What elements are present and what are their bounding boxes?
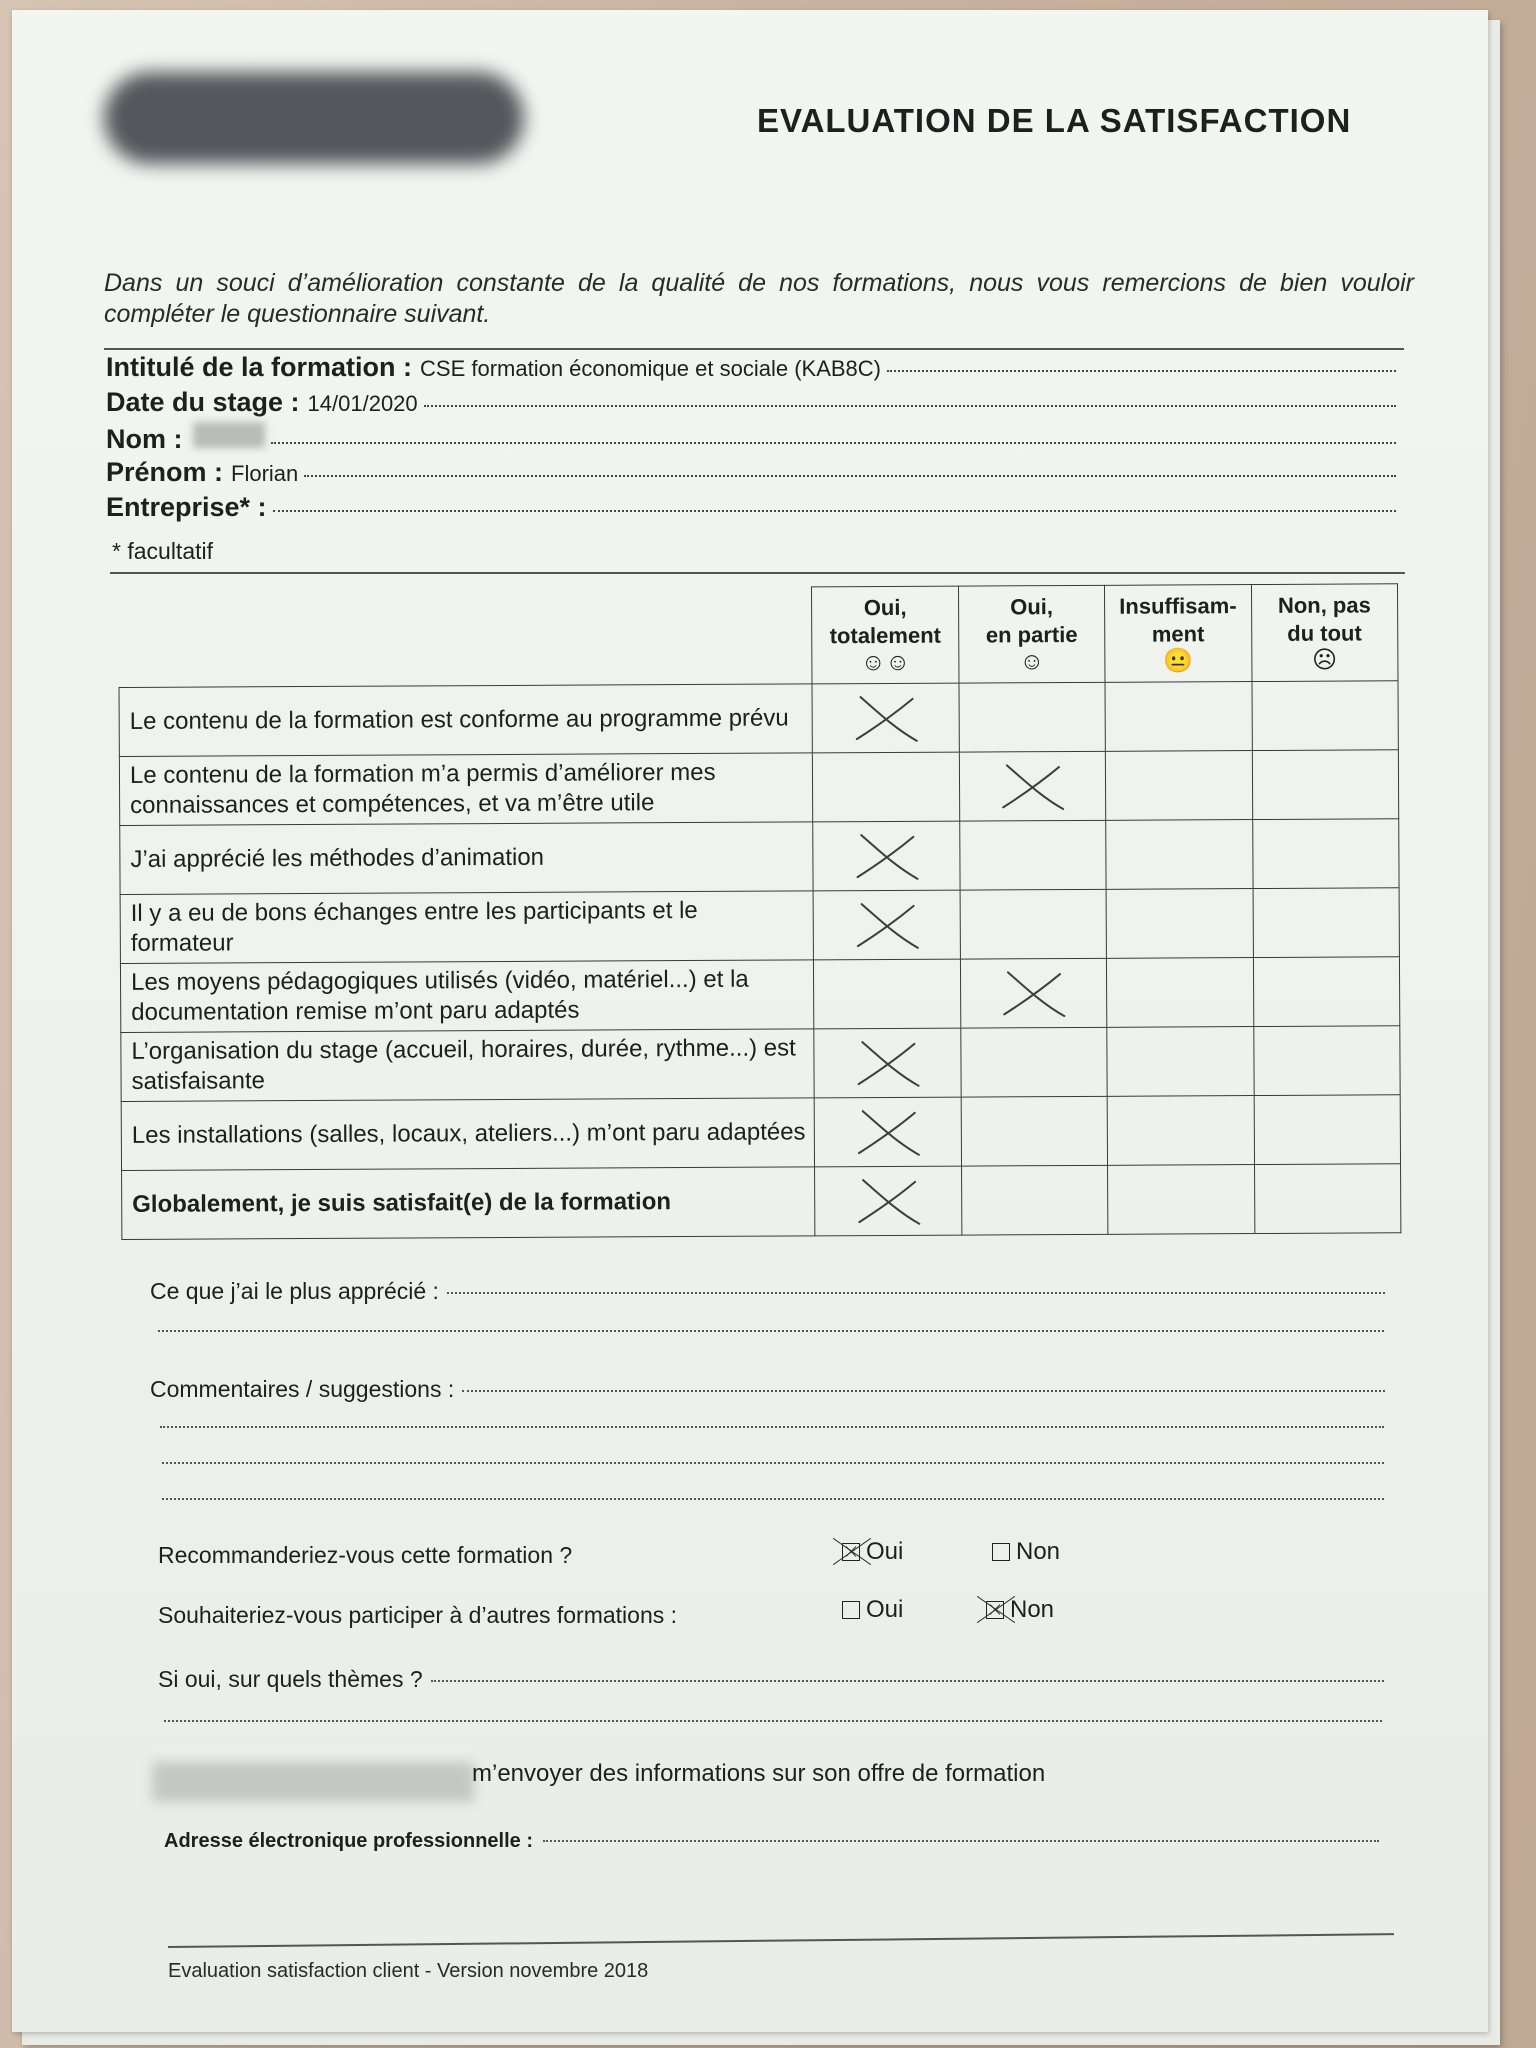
answer-cell-1[interactable] [959,751,1106,821]
date-field[interactable] [106,387,1396,418]
answer-cell-0[interactable] [813,821,960,891]
column-header-line2: totalement [829,622,942,649]
question-cell: L’organisation du stage (accueil, horaires, durée, rythme...) est satisfaisante [121,1029,815,1102]
entreprise-label: Entreprise* : [106,492,267,522]
answer-cell-0[interactable] [813,890,960,960]
column-header-line1: Oui, [863,594,907,621]
evaluation-form [12,10,1488,2032]
question-cell: Le contenu de la formation est conforme au programme prévu [119,684,813,757]
entreprise-dotted-line [273,510,1396,512]
handwritten-x-mark [841,827,931,885]
neutral-face-icon: 😐 [1163,647,1194,675]
column-header-line2: ment [1151,621,1205,647]
column-header-1 [958,585,1105,683]
handwritten-x-mark [843,1103,933,1161]
column-header-2 [1105,585,1252,683]
table-row [119,750,1398,826]
footer-divider [168,1933,1394,1948]
formation-dotted-line [887,370,1396,372]
prenom-label: Prénom : [106,457,224,487]
handwritten-x-mark [988,964,1078,1022]
double-smiley-icon: ☺☺ [860,648,911,677]
nom-dotted-line [271,442,1397,444]
answer-cell-3[interactable] [1254,1164,1401,1234]
answer-cell-0[interactable] [814,959,961,1029]
column-header-3 [1251,584,1398,682]
themes-dotted-line [431,1680,1384,1682]
other-oui-option[interactable] [842,1596,903,1624]
suggestions-extra-line-3[interactable] [162,1498,1384,1500]
column-header-line1: Oui, [1010,594,1054,620]
question-cell: Les moyens pédagogiques utilisés (vidéo, matériel...) et la documentation remise m’ont paru adaptés [120,960,814,1033]
handwritten-x-mark [842,1034,932,1092]
formation-value: CSE formation économique et sociale (KAB8C) [420,356,882,381]
answer-cell-1[interactable] [960,958,1107,1028]
question-cell: Il y a eu de bons échanges entre les participants et le formateur [120,891,814,964]
formation-label: Intitulé de la formation : [106,352,413,382]
nom-field[interactable] [106,422,1396,455]
recommend-oui-label: Oui [866,1538,904,1565]
question-cell: Globalement, je suis satisfait(e) de la formation [122,1167,816,1240]
table-row [120,888,1399,964]
column-header-0 [812,586,959,684]
column-header-line2: du tout [1287,620,1362,646]
answer-cell-0[interactable] [813,752,960,822]
other-trainings-question: Souhaiteriez-vous participer à d’autres formations : [158,1602,678,1628]
appreciated-extra-line[interactable] [158,1330,1384,1332]
answer-cell-0[interactable] [815,1097,962,1167]
other-oui-label: Oui [866,1596,904,1623]
themes-label: Si oui, sur quels thèmes ? [158,1666,423,1692]
suggestions-extra-line-1[interactable] [160,1426,1384,1428]
suggestions-dotted-line [462,1390,1385,1392]
formation-field[interactable] [106,352,1396,383]
themes-field[interactable] [158,1666,1384,1693]
table-corner [119,587,813,688]
recommend-non-checkbox[interactable] [992,1543,1010,1561]
sad-face-icon: ☹ [1312,646,1338,674]
answer-cell-1[interactable] [959,820,1106,890]
info-consent-text: m’envoyer des informations sur son offre de formation [472,1760,1046,1787]
answer-cell-0[interactable] [814,1028,961,1098]
table-row [121,1026,1400,1102]
handwritten-x-mark [843,1172,933,1230]
email-dotted-line [543,1840,1379,1842]
recommend-oui-option[interactable] [842,1538,903,1566]
answer-cell-3[interactable] [1253,957,1400,1027]
answer-cell-3[interactable] [1252,750,1399,820]
answer-cell-3[interactable] [1252,819,1399,889]
other-non-label: Non [1010,1596,1055,1623]
appreciated-label: Ce que j’ai le plus apprécié : [150,1278,439,1304]
email-label: Adresse électronique professionnelle : [164,1830,533,1852]
question-cell: Les installations (salles, locaux, ateliers...) m’ont paru adaptées [121,1098,815,1171]
appreciated-field[interactable] [150,1278,1385,1305]
other-non-option[interactable] [986,1596,1054,1624]
answer-cell-0[interactable] [812,683,959,753]
answer-cell-3[interactable] [1252,681,1399,751]
recommend-non-option[interactable] [992,1538,1060,1566]
answer-cell-1[interactable] [961,1165,1108,1235]
recommend-question: Recommanderiez-vous cette formation ? [158,1542,573,1568]
prenom-value: Florian [231,461,299,486]
table-row [122,1164,1401,1240]
answer-cell-1[interactable] [961,1096,1108,1166]
prenom-field[interactable] [106,457,1396,488]
handwritten-x-mark [842,896,932,954]
answer-cell-1[interactable] [960,889,1107,959]
form-title: EVALUATION DE LA SATISFACTION [757,102,1352,139]
suggestions-label: Commentaires / suggestions : [150,1376,455,1402]
answer-cell-2[interactable] [1108,1165,1255,1235]
satisfaction-table [118,583,1401,1240]
email-field[interactable] [164,1830,1379,1853]
table-row [121,1095,1400,1171]
table-row [119,681,1398,757]
handwritten-x-mark [841,689,931,747]
answer-cell-2[interactable] [1107,958,1254,1028]
answer-cell-1[interactable] [959,682,1106,752]
smiley-icon: ☺ [1019,648,1045,676]
blurred-company-name [152,1762,474,1802]
answer-cell-2[interactable] [1107,1027,1254,1097]
answer-cell-0[interactable] [815,1166,962,1236]
table-header-row [119,584,1398,688]
question-cell: Le contenu de la formation m’a permis d’améliorer mes connaissances et compétences, et va m’être utile [119,753,813,826]
column-header-line1: Insuffisam- [1119,593,1237,619]
divider-bottom [110,572,1405,574]
divider-top [104,348,1404,350]
facultatif-note: * facultatif [112,538,213,564]
footer-text: Evaluation satisfaction client - Version novembre 2018 [168,1960,649,1982]
answer-cell-2[interactable] [1107,1096,1254,1166]
suggestions-field[interactable] [150,1376,1385,1403]
answer-cell-2[interactable] [1106,751,1253,821]
intro-text: Dans un souci d’amélioration constante de la qualité de nos formations, nous vous remercions de bien vouloir compléter le questionnaire suivant. [104,269,1414,328]
answer-cell-3[interactable] [1253,888,1400,958]
nom-label: Nom : [106,424,183,454]
table-row [120,819,1399,895]
answer-cell-1[interactable] [961,1027,1108,1097]
answer-cell-2[interactable] [1106,820,1253,890]
answer-cell-3[interactable] [1254,1095,1401,1165]
column-header-line1: Non, pas [1277,592,1371,618]
blurred-surname [193,422,265,448]
date-label: Date du stage : [106,387,300,417]
recommend-oui-checkbox[interactable] [842,1543,860,1561]
date-value: 14/01/2020 [307,391,418,416]
question-cell: J’ai apprécié les méthodes d’animation [120,822,814,895]
column-header-line2: en partie [985,621,1078,648]
suggestions-extra-line-2[interactable] [162,1462,1384,1464]
prenom-dotted-line [304,475,1396,477]
table-row [120,957,1399,1033]
answer-cell-3[interactable] [1253,1026,1400,1096]
blurred-logo [104,72,524,164]
answer-cell-2[interactable] [1105,682,1252,752]
answer-cell-2[interactable] [1106,889,1253,959]
other-oui-checkbox[interactable] [842,1601,860,1619]
themes-extra-line[interactable] [164,1720,1382,1722]
appreciated-dotted-line [447,1292,1385,1294]
other-non-checkbox[interactable] [986,1601,1004,1619]
date-dotted-line [424,405,1396,407]
recommend-non-label: Non [1016,1538,1061,1565]
entreprise-field[interactable] [106,492,1396,523]
handwritten-x-mark [987,757,1077,815]
